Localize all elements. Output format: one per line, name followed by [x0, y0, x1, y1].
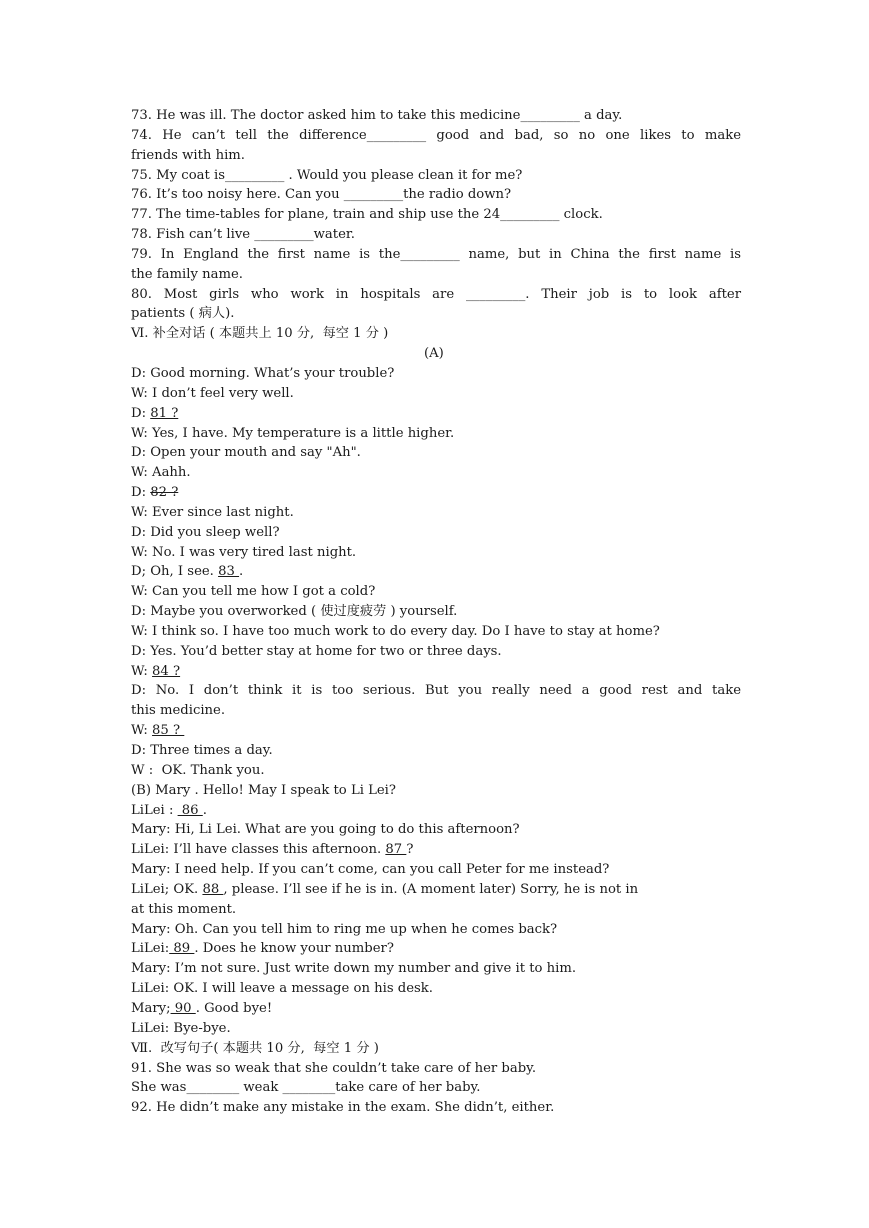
dialogue-a-line: W: Aahh. [131, 465, 191, 481]
dialogue-a-line-85 [131, 721, 741, 741]
part-a-label: (A) [424, 346, 444, 362]
answer-blank-83: 83 [218, 564, 240, 580]
section-7-heading: Ⅶ. 改写句子( 本题共 10 分, 每空 1 分 ) [131, 1040, 379, 1056]
question-80-line-2: patients ( 病人). [131, 306, 235, 322]
answer-blank-87: 87 [385, 842, 407, 858]
dialogue-a-line-81 [131, 404, 741, 424]
question-91-rewrite: She was________ weak ________take care of her baby. [131, 1080, 481, 1096]
line-text: D; Oh, I see. [131, 564, 219, 580]
question-75: 75. My coat is_________ . Would you please clean it for me? [131, 167, 523, 183]
speaker-label: LiLei : [131, 802, 178, 818]
question-78: 78. Fish can’t live _________water. [131, 227, 355, 243]
dialogue-a-line: W: No. I was very tired last night. [131, 544, 357, 560]
dialogue-b-line: Mary: Hi, Li Lei. What are you going to do this afternoon? [131, 822, 520, 838]
line-text: . Does he know your number? [194, 941, 394, 957]
answer-blank-82: 82 ? [150, 485, 179, 501]
answer-blank-81: 81 ? [150, 405, 179, 421]
speaker-label: Mary; [131, 1000, 171, 1016]
dialogue-a-line-84 [131, 662, 741, 682]
dialogue-b-line: Mary: I need help. If you can’t come, can you call Peter for me instead? [131, 862, 610, 878]
question-77: 77. The time-tables for plane, train and ship use the 24_________ clock. [131, 207, 603, 223]
dialogue-b-line-86 [131, 801, 741, 821]
line-text: ? [406, 842, 414, 858]
dialogue-a-line-82 [131, 483, 741, 503]
answer-blank-84: 84 ? [152, 663, 181, 679]
dialogue-b-line: LiLei: OK. I will leave a message on his desk. [131, 981, 433, 997]
dialogue-a-line: this medicine. [131, 703, 226, 719]
answer-blank-88: 88 [202, 881, 224, 897]
dialogue-a-line: D: No. I don’t think it is too serious. But you really need a good rest and take [131, 683, 741, 699]
dialogue-a-line: W: Can you tell me how I got a cold? [131, 584, 376, 600]
dialogue-b-line: Mary: I’m not sure. Just write down my number and give it to him. [131, 961, 577, 977]
speaker-label: LiLei: [131, 941, 170, 957]
question-74-line-1: 74. He can’t tell the difference_________ good and bad, so no one likes to make [131, 127, 741, 143]
question-91: 91. She was so weak that she couldn’t take care of her baby. [131, 1060, 537, 1076]
question-92: 92. He didn’t make any mistake in the exam. She didn’t, either. [131, 1100, 555, 1116]
line-text: . [239, 564, 244, 580]
dialogue-a-line: D: Good morning. What’s your trouble? [131, 365, 395, 381]
dialogue-a-line: W: Ever since last night. [131, 504, 294, 520]
question-76: 76. It’s too noisy here. Can you _________the radio down? [131, 187, 512, 203]
worksheet-page [131, 106, 741, 1118]
dialogue-b-line-87 [131, 840, 741, 860]
dialogue-a-line: D: Did you sleep well? [131, 524, 280, 540]
question-80-line-1: 80. Most girls who work in hospitals are _________. Their job is to look after [131, 286, 741, 302]
dialogue-a-line: W: Yes, I have. My temperature is a little higher. [131, 425, 455, 441]
line-text: LiLei; OK. [131, 881, 203, 897]
speaker-label: W: [131, 723, 153, 739]
dialogue-a-line: W : OK. Thank you. [131, 762, 265, 778]
answer-blank-89: 89 [169, 941, 195, 957]
dialogue-a-line: W: I don’t feel very well. [131, 385, 294, 401]
dialogue-a-line: D: Yes. You’d better stay at home for two or three days. [131, 643, 502, 659]
dialogue-b-line: LiLei: Bye-bye. [131, 1020, 231, 1036]
dialogue-b-line-90 [131, 999, 741, 1019]
dialogue-b-line: at this moment. [131, 901, 237, 917]
question-79-line-2: the family name. [131, 266, 243, 282]
section-6-heading: Ⅵ. 补全对话 ( 本题共上 10 分, 每空 1 分 ) [131, 326, 389, 342]
dialogue-b-line-88 [131, 880, 741, 900]
dialogue-b-line: (B) Mary . Hello! May I speak to Li Lei? [131, 782, 396, 798]
dialogue-a-line-83 [131, 562, 741, 582]
speaker-label: W: [131, 663, 153, 679]
answer-blank-86: 86 [177, 802, 203, 818]
dialogue-a-line: D: Open your mouth and say "Ah". [131, 445, 361, 461]
speaker-label: D: [131, 405, 151, 421]
question-74-line-2: friends with him. [131, 147, 245, 163]
answer-blank-90: 90 [170, 1000, 196, 1016]
dialogue-a-line: W: I think so. I have too much work to do every day. Do I have to stay at home? [131, 623, 660, 639]
dialogue-a-line: D: Maybe you overworked ( 使过度疲劳 ) yourself. [131, 604, 458, 620]
line-text: LiLei: I’ll have classes this afternoon. [131, 842, 386, 858]
line-text: . [202, 802, 207, 818]
dialogue-b-line: Mary: Oh. Can you tell him to ring me up when he comes back? [131, 921, 558, 937]
speaker-label: D: [131, 485, 151, 501]
dialogue-b-line-89 [131, 939, 741, 959]
line-text: . Good bye! [195, 1000, 273, 1016]
question-73: 73. He was ill. The doctor asked him to take this medicine_________ a day. [131, 108, 623, 123]
question-79-line-1: 79. In England the first name is the_________ name, but in China the first name is [131, 246, 741, 262]
dialogue-a-line: D: Three times a day. [131, 743, 273, 758]
answer-blank-85: 85 ? [152, 723, 185, 739]
line-text: , please. I’ll see if he is in. (A moment later) Sorry, he is not in [223, 881, 639, 897]
